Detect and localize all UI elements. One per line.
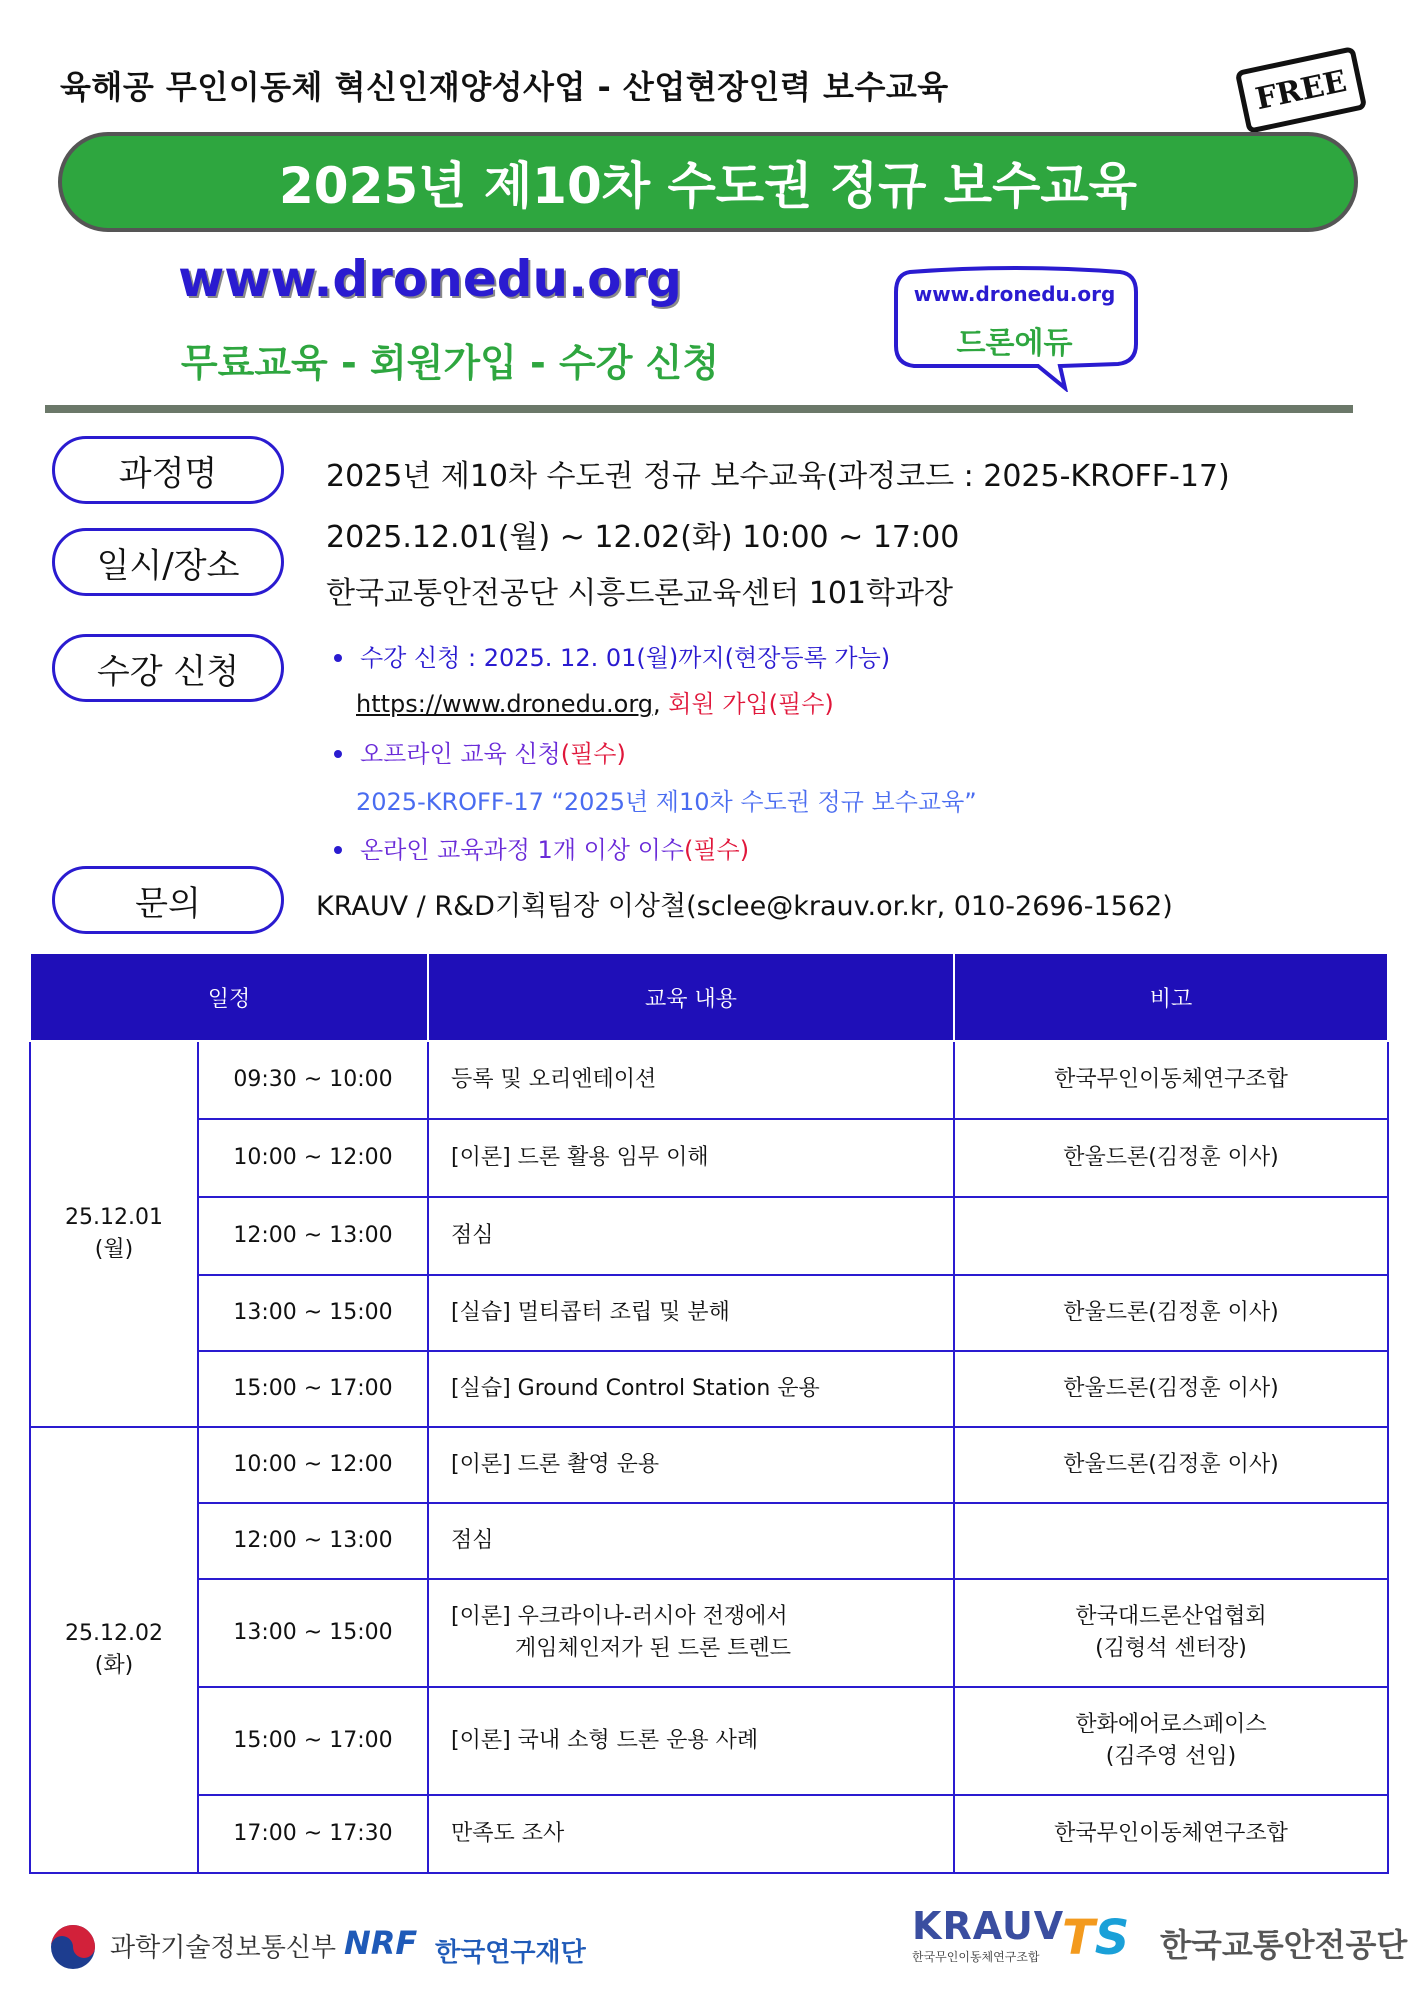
header-content: 교육 내용 [428,953,954,1041]
time-cell: 12:00 ~ 13:00 [198,1197,428,1275]
content-cell: 점심 [428,1503,954,1579]
header-note: 비고 [954,953,1388,1041]
free-education-line: 무료교육 - 회원가입 - 수강 신청 [180,341,720,385]
table-row [30,1503,1388,1579]
table-row [30,1119,1388,1197]
content-cell: [이론] 드론 활용 임무 이해 [428,1119,954,1197]
note-cell [954,1197,1388,1275]
content-cell: [실습] Ground Control Station 운용 [428,1351,954,1427]
content-line-1: [이론] 우크라이나-러시아 전쟁에서 [451,1604,788,1630]
day2-dow: (화) [94,1653,134,1678]
day2-date: 25.12.02 [65,1621,163,1647]
time-cell: 13:00 ~ 15:00 [198,1275,428,1351]
krauv-logo: KRAUV [912,1904,1065,1948]
datetime-value: 2025.12.01(월) ~ 12.02(화) 10:00 ~ 17:00 [326,520,960,555]
content-cell: [이론] 국내 소형 드론 운용 사례 [428,1687,954,1795]
apply-link[interactable]: https://www.dronedu.org [356,690,654,718]
time-cell: 10:00 ~ 12:00 [198,1119,428,1197]
header-date: 일정 [30,953,428,1041]
time-cell: 10:00 ~ 12:00 [198,1427,428,1503]
apply-label-pill: 수강 신청 [52,634,284,702]
apply-link-line [356,684,834,719]
note-cell: 한국무인이동체연구조합 [954,1795,1388,1873]
note-line-1: 한국대드론산업협회 [1075,1604,1267,1630]
table-row [30,1579,1388,1687]
note-line-2: (김주영 선임) [1105,1744,1237,1769]
bullet-2 [334,750,342,758]
time-cell: 13:00 ~ 15:00 [198,1579,428,1687]
contact-value: KRAUV / R&D기획팀장 이상철(sclee@krauv.or.kr, 010-2696-1562) [316,891,1173,922]
banner-title: 2025년 제10차 수도권 정규 보수교육 [279,157,1137,215]
note-line-2: (김형석 센터장) [1095,1636,1247,1661]
ts-logo [1062,1910,1129,1966]
note-cell [954,1503,1388,1579]
time-cell: 15:00 ~ 17:00 [198,1351,428,1427]
place-value: 한국교통안전공단 시흥드론교육센터 101학과장 [326,576,953,611]
table-row [30,1687,1388,1795]
bubble-brand-name: 드론에듀 [956,326,1073,361]
offline-apply-line [360,734,626,769]
krauv-sub-label: 한국무인이동체연구조합 [912,1950,1040,1964]
online-course-required: (필수) [684,836,750,864]
online-course-line [360,830,749,865]
table-row [30,1275,1388,1351]
apply-member-required: 회원 가입(필수) [668,690,834,718]
offline-apply-required: (필수) [560,740,626,768]
time-cell: 12:00 ~ 13:00 [198,1503,428,1579]
note-cell: 한울드론(김정훈 이사) [954,1275,1388,1351]
table-header-row [30,953,1388,1041]
schedule-table [29,952,1389,1874]
content-cell: [실습] 멀티콥터 조립 및 분해 [428,1275,954,1351]
bullet-3 [334,846,342,854]
datetime-label-pill: 일시/장소 [52,528,284,596]
apply-comma: , [653,690,661,718]
content-cell: [이론] 드론 촬영 운용 [428,1427,954,1503]
site-url[interactable]: www.dronedu.org [178,250,682,308]
day1-cell [30,1041,198,1427]
bullet-1 [334,654,342,662]
msit-label: 과학기술정보통신부 [110,1933,337,1963]
course-value: 2025년 제10차 수도권 정규 보수교육(과정코드 : 2025-KROFF-17) [326,459,1230,494]
content-cell [428,1579,954,1687]
content-cell: 등록 및 오리엔테이션 [428,1041,954,1119]
table-row [30,1197,1388,1275]
header-divider [45,405,1353,413]
contact-label-pill: 문의 [52,866,284,934]
table-row [30,1795,1388,1873]
ts-label: 한국교통안전공단 [1160,1926,1408,1964]
ts-logo-t: T [1062,1910,1095,1966]
offline-apply: 오프라인 교육 신청 [360,740,561,768]
time-cell: 09:30 ~ 10:00 [198,1041,428,1119]
note-cell: 한국무인이동체연구조합 [954,1041,1388,1119]
title-banner [58,132,1358,232]
apply-deadline: 수강 신청 : 2025. 12. 01(월)까지(현장등록 가능) [360,644,891,672]
day1-dow: (월) [94,1237,134,1262]
day2-cell [30,1427,198,1873]
note-cell: 한울드론(김정훈 이사) [954,1427,1388,1503]
note-line-1: 한화에어로스페이스 [1075,1712,1267,1738]
content-cell: 점심 [428,1197,954,1275]
content-cell: 만족도 조사 [428,1795,954,1873]
content-line-2: 게임체인저가 된 드론 트렌드 [515,1636,792,1661]
table-row [30,1041,1388,1119]
course-label-pill: 과정명 [52,436,284,504]
time-cell: 17:00 ~ 17:30 [198,1795,428,1873]
table-row [30,1427,1388,1503]
note-cell: 한울드론(김정훈 이사) [954,1351,1388,1427]
ts-logo-s: S [1094,1910,1130,1966]
day1-date: 25.12.01 [65,1205,163,1231]
time-cell: 15:00 ~ 17:00 [198,1687,428,1795]
taegeuk-icon [48,1922,98,1972]
table-row [30,1351,1388,1427]
nrf-label: 한국연구재단 [435,1938,586,1968]
page-top-title: 육해공 무인이동체 혁신인재양성사업 - 산업현장인력 보수교육 [60,68,949,106]
note-cell [954,1579,1388,1687]
online-course: 온라인 교육과정 1개 이상 이수 [360,836,684,864]
nrf-logo: NRF [344,1924,418,1962]
note-cell [954,1687,1388,1795]
free-stamp: FREE [1235,46,1368,134]
note-cell: 한울드론(김정훈 이사) [954,1119,1388,1197]
bubble-url: www.dronedu.org [913,282,1116,306]
offline-course-code: 2025-KROFF-17 “2025년 제10차 수도권 정규 보수교육” [356,788,977,816]
